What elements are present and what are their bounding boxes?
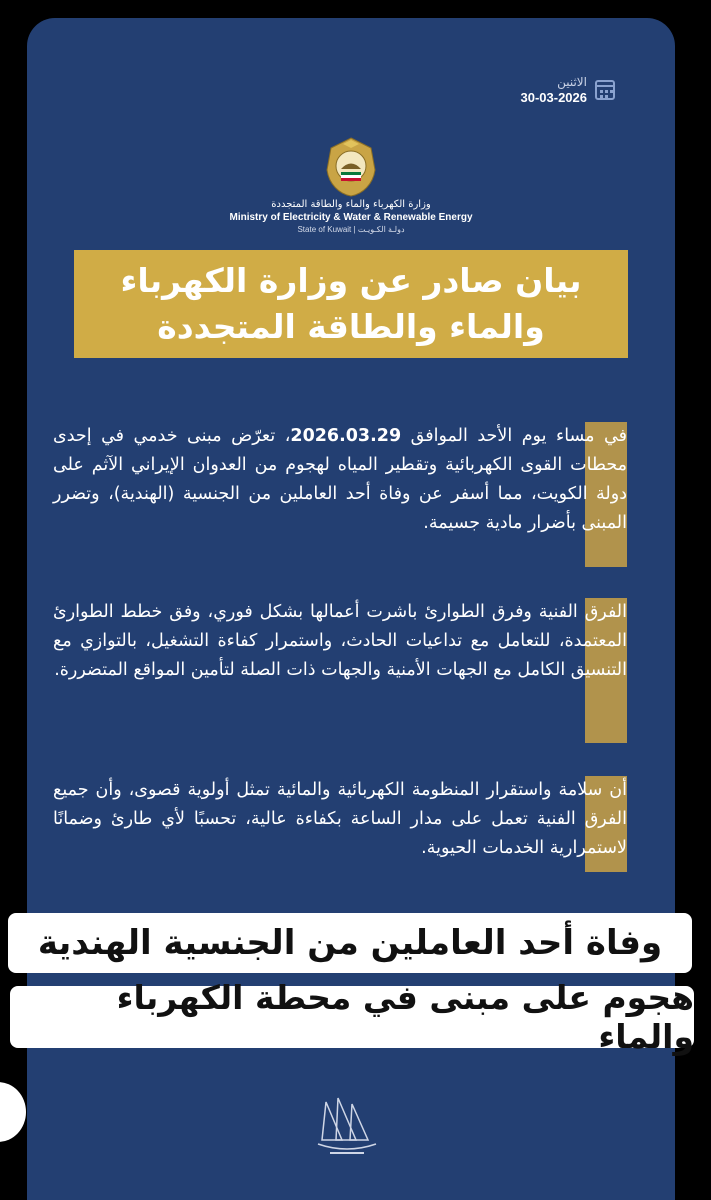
paragraph-1: في مساء يوم الأحد الموافق 2026.03.29، تعرّض مبنى خدمي في إحدى محطات القوى الكهربائية وتقطير المياه لهجوم من العدوان الإيراني الآثم على دولة الكويت، مما أسفر عن وفاة أحد العاملين من الجنسية (الهندية)، وتضرر المبنى بأضرار مادية جسيمة. <box>53 426 628 533</box>
paragraph-2: الفرق الفنية وفرق الطوارئ باشرت أعمالها بشكل فوري، وفق خطط الطوارئ المعتمدة، للتعامل مع تداعيات الحادث، واستمرار كفاءة التشغيل، بالتوازي مع التنسيق الكامل مع الجهات الأمنية والجهات ذات الصلة لتأمين المواقع المتضررة. <box>53 602 627 680</box>
caption-line-1: وفاة أحد العاملين من الجنسية الهندية <box>37 923 663 963</box>
kuwait-emblem-icon <box>323 136 379 198</box>
ministry-name-en: Ministry of Electricity & Water & Renewable Energy <box>229 212 473 223</box>
date-day: الاثنين <box>557 75 587 89</box>
paragraph-3: أن سلامة واستقرار المنظومة الكهربائية والمائية تمثل أولوية قصوى، وأن جميع الفرق الفنية تعمل على مدار الساعة بكفاءة عالية، تحسبًا لأي طارئ وضمانًا لاستمرارية الخدمات الحيوية. <box>53 780 627 858</box>
caption-banner-2 <box>10 978 694 1056</box>
title-line-1: بيان صادر عن وزارة الكهرباء <box>120 261 582 300</box>
incident-date: 2026.03.29 <box>290 426 402 446</box>
ministry-name <box>27 198 675 235</box>
caption-line-2: هجوم على مبنى في محطة الكهرباء والماء <box>116 978 694 1056</box>
date-block <box>521 74 616 106</box>
chat-bubble-decoration <box>0 1082 26 1142</box>
caption-banner-1 <box>8 913 692 973</box>
ministry-state: State of Kuwait | دولـة الكـويـت <box>297 225 405 234</box>
statement-title <box>74 250 628 358</box>
ship-logo-icon <box>312 1092 382 1162</box>
date-value: 30-03-2026 <box>520 90 587 105</box>
ministry-name-ar: وزارة الكهرباء والماء والطاقة المتجددة <box>271 199 431 210</box>
title-line-2: والماء والطاقة المتجددة <box>157 307 545 346</box>
calendar-icon <box>595 80 615 100</box>
